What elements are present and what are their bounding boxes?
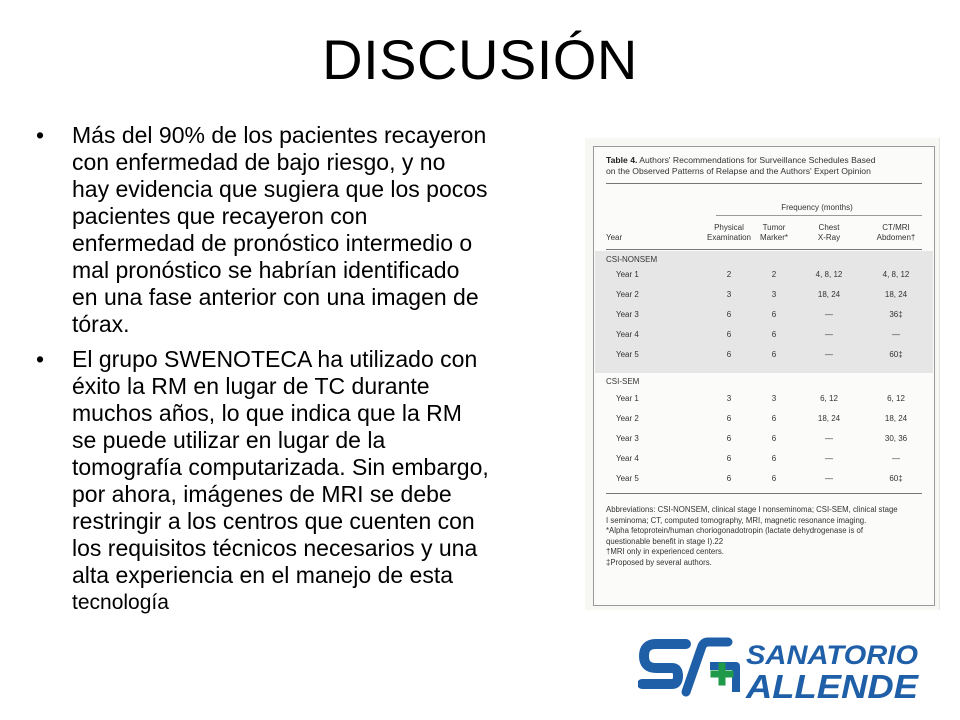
cell: — [825,454,833,463]
cell-year: Year 4 [616,454,639,463]
table-row [594,471,934,489]
cell: 6 [771,454,777,463]
bullet-list [30,122,560,624]
cell: 6 [771,350,777,359]
logo-word-sanatorio: SANATORIO [746,640,918,670]
col-header-chest [799,223,859,243]
table-row [594,307,934,325]
cell: 6 [771,474,777,483]
col-header-ctmri [862,223,930,243]
cell: — [825,310,833,319]
cell: 60‡ [889,474,903,483]
cell: 6 [771,310,777,319]
cell: 6 [771,414,777,423]
bullet-line: tomografía computarizada. Sin embargo, [72,454,489,480]
cell: 18, 24 [884,414,908,423]
table-row [594,451,934,469]
bullet-line: enfermedad de pronóstico intermedio o [72,230,473,256]
surveillance-table [593,146,935,606]
bullet-line: El grupo SWENOTECA ha utilizado con [72,346,478,372]
col-header-tumor [754,223,794,243]
cell: 4, 8, 12 [815,270,843,279]
group-label-sem: CSI-SEM [606,377,640,386]
bullet-line: en una fase anterior con una imagen de [72,284,479,310]
bullet-line: se puede utilizar en lugar de la [72,427,386,453]
table-notes [606,505,922,568]
bullet-symbol: • [36,346,45,372]
bullet-line: éxito la RM en lugar de TC durante [72,373,430,399]
logo-s-shape [642,644,686,684]
header-bottom-rule [606,249,922,250]
frequency-header: Frequency (months) [781,203,853,212]
table-row [594,327,934,345]
cell-year: Year 4 [616,330,639,339]
cell: 60‡ [889,350,903,359]
table-row [594,431,934,449]
table-row [594,347,934,365]
col-header-line: Marker* [759,233,788,242]
cell-year: Year 3 [616,310,639,319]
cell: 4, 8, 12 [882,270,910,279]
slide-title: DISCUSIÓN [322,28,638,91]
table-label: Table 4. [606,155,638,165]
table-note: *Alpha fetoprotein/human choriogonadotropin (lactate dehydrogenase is of [606,526,864,535]
bullet-line: por ahora, imágenes de MRI se debe [72,481,452,507]
cell: 6 [771,434,777,443]
table-note: †MRI only in experienced centers. [606,547,724,556]
bullet-item-1 [30,122,560,338]
cell: 30, 36 [884,434,908,443]
col-header-line: Physical [714,223,744,232]
col-header-line: CT/MRI [882,223,910,232]
cell: 2 [771,270,777,279]
cell: 6 [726,434,732,443]
cell: 6, 12 [820,394,838,403]
cell: — [825,434,833,443]
col-header-year: Year [606,233,623,242]
cell: 6 [771,330,777,339]
bullet-line: Más del 90% de los pacientes recayeron [72,122,487,148]
cell-year: Year 5 [616,350,639,359]
table-row [594,411,934,429]
table-note: I seminoma; CT, computed tomography, MRI, magnetic resonance imaging. [606,515,867,525]
cell: 36‡ [889,310,903,319]
cell-year: Year 1 [616,270,639,279]
logo-graphic [638,636,923,704]
cell: — [825,474,833,483]
cell-year: Year 2 [616,290,639,299]
table-note: ‡Proposed by several authors. [606,557,712,567]
bullet-item-2 [30,346,560,616]
table-bottom-rule [606,493,922,494]
cell: 6 [726,414,732,423]
cell: — [892,330,900,339]
table-note: Abbreviations: CSI-NONSEM, clinical stage I nonseminoma; CSI-SEM, clinical stage [606,505,898,514]
bullet-line: tórax. [72,311,130,337]
logo-word-allende: ALLENDE [744,668,920,704]
bullet-line: restringir a los centros que cuenten con [72,508,475,534]
bullet-line: con enfermedad de bajo riesgo, y no [72,149,446,175]
cell-year: Year 1 [616,394,639,403]
cell: 18, 24 [817,414,841,423]
cell-year: Year 3 [616,434,639,443]
cell-year: Year 2 [616,414,639,423]
cell: 6 [726,454,732,463]
cell: 3 [771,290,777,299]
cell: 2 [726,270,732,279]
cell: — [892,454,900,463]
cell: 3 [726,290,732,299]
col-header-physical [702,223,756,243]
table-row [594,267,934,285]
table-caption-line1: Authors' Recommendations for Surveillance Schedules Based [637,155,876,165]
cell: 6 [726,310,732,319]
table-top-rule [606,183,922,184]
sanatorio-allende-logo [638,636,923,704]
col-header-line: Abdomen† [876,233,916,242]
cell: — [825,350,833,359]
cell: 6, 12 [887,394,905,403]
bullet-line: hay evidencia que sugiera que los pocos [72,176,488,202]
cell: 18, 24 [817,290,841,299]
table-caption [606,155,922,177]
col-header-line: X-Ray [817,233,841,242]
col-header-line: Chest [818,223,840,232]
col-header-line: Tumor [762,223,786,232]
table-note: questionable benefit in stage I).22 [606,536,724,546]
bullet-line: tecnología [72,591,169,614]
cell: 3 [726,394,732,403]
bullet-line: pacientes que recayeron con [72,203,368,229]
cell: 18, 24 [884,290,908,299]
table-row [594,391,934,409]
table-row [594,287,934,305]
group-label-nonsem: CSI-NONSEM [606,255,658,264]
surveillance-table-image [585,138,940,610]
cell: 6 [726,474,732,483]
cell: 6 [726,330,732,339]
cell: — [825,330,833,339]
bullet-line: los requisitos técnicos necesarios y una [72,535,478,561]
table-caption-line2: on the Observed Patterns of Relapse and the Authors' Expert Opinion [606,166,871,176]
cell: 3 [771,394,777,403]
frequency-rule [716,215,922,216]
cell-year: Year 5 [616,474,639,483]
bullet-line: alta experiencia en el manejo de esta [72,562,454,588]
bullet-symbol: • [36,122,45,148]
bullet-line: mal pronóstico se habrían identificado [72,257,460,283]
bullet-line: muchos años, lo que indica que la RM [72,400,462,426]
col-header-line: Examination [706,233,752,242]
cell: 6 [726,350,732,359]
